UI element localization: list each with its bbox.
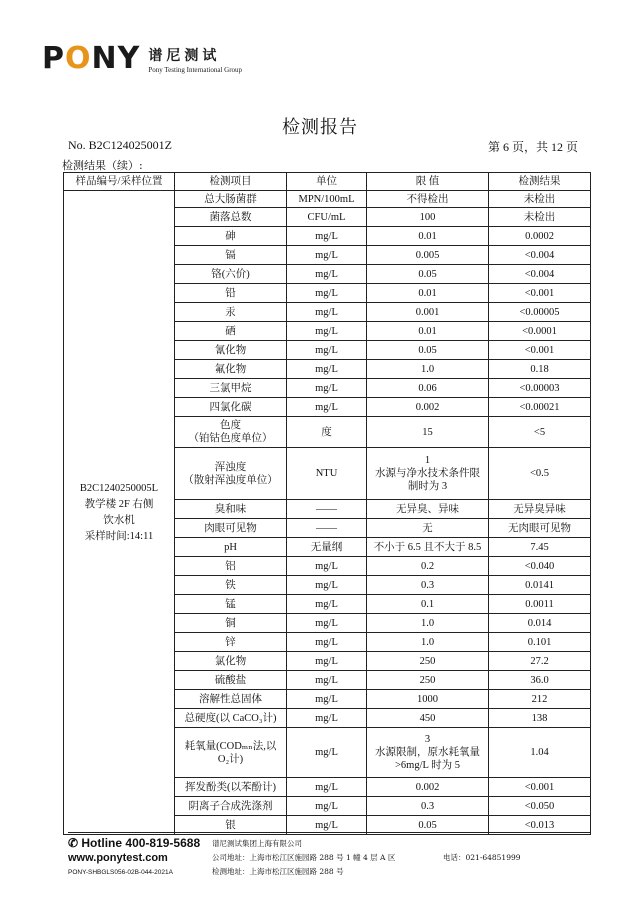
company-address: 公司地址：上海市松江区施园路 288 号 1 幢 4 层 A 区	[212, 853, 396, 862]
cell-result: 无肉眼可见物	[489, 519, 591, 538]
logo-letter-p: P	[42, 41, 65, 76]
logo-chinese-name: 谱尼测试	[148, 48, 221, 64]
cell-unit: mg/L	[287, 816, 367, 835]
cell-result: 0.0011	[489, 595, 591, 614]
results-table	[63, 172, 591, 835]
cell-result: 0.0141	[489, 576, 591, 595]
cell-result: <0.013	[489, 816, 591, 835]
cell-unit: mg/L	[287, 341, 367, 360]
cell-item: 阴离子合成洗涤剂	[175, 797, 287, 816]
cell-result: 未检出	[489, 191, 591, 208]
cell-limit: 15	[367, 417, 489, 448]
cell-item: 锰	[175, 595, 287, 614]
cell-result: <0.0001	[489, 322, 591, 341]
cell-result: <0.5	[489, 448, 591, 500]
cell-result: 138	[489, 709, 591, 728]
cell-limit: 0.05	[367, 265, 489, 284]
cell-limit: 不小于 6.5 且不大于 8.5	[367, 538, 489, 557]
cell-limit: 0.2	[367, 557, 489, 576]
table-row	[64, 191, 591, 208]
sample-line3: 饮水机	[103, 514, 135, 526]
header-item: 检测项目	[175, 173, 287, 191]
cell-item: 臭和味	[175, 500, 287, 519]
cell-item: 总硬度(以 CaCO₃计)	[175, 709, 287, 728]
cell-result: <0.00021	[489, 398, 591, 417]
cell-unit: mg/L	[287, 322, 367, 341]
sample-line2: 教学楼 2F 右侧	[84, 498, 154, 510]
cell-item: 铝	[175, 557, 287, 576]
cell-limit: 0.06	[367, 379, 489, 398]
document-code: PONY-SHBGLS056-02B-044-2021A	[68, 869, 173, 876]
footer-divider	[68, 832, 590, 833]
cell-unit: mg/L	[287, 246, 367, 265]
cell-item: 硫酸盐	[175, 671, 287, 690]
cell-limit: 0.01	[367, 227, 489, 246]
logo-wordmark	[42, 41, 141, 76]
cell-result: 27.2	[489, 652, 591, 671]
cell-result: <0.004	[489, 246, 591, 265]
cell-item: 铜	[175, 614, 287, 633]
cell-result: 0.0002	[489, 227, 591, 246]
cell-unit: mg/L	[287, 576, 367, 595]
cell-limit: 1.0	[367, 633, 489, 652]
cell-limit: 1000	[367, 690, 489, 709]
cell-unit: ——	[287, 500, 367, 519]
cell-unit: 无量纲	[287, 538, 367, 557]
cell-unit: mg/L	[287, 797, 367, 816]
cell-result: 未检出	[489, 208, 591, 227]
cell-item: 铬(六价)	[175, 265, 287, 284]
cell-result: <0.00003	[489, 379, 591, 398]
cell-item: 氯化物	[175, 652, 287, 671]
cell-limit: 1.0	[367, 360, 489, 379]
cell-limit: 0.05	[367, 816, 489, 835]
cell-item: 肉眼可见物	[175, 519, 287, 538]
cell-unit: mg/L	[287, 284, 367, 303]
report-number: No. B2C124025001Z	[68, 138, 173, 152]
cell-limit: 0.3	[367, 797, 489, 816]
page-title: 检测报告	[282, 117, 358, 138]
cell-unit: mg/L	[287, 728, 367, 778]
logo-letters-ny: NY	[91, 41, 141, 76]
cell-item: 氰化物	[175, 341, 287, 360]
cell-item: 氟化物	[175, 360, 287, 379]
header-sample: 样品编号/采样位置	[64, 173, 175, 191]
cell-result: 1.04	[489, 728, 591, 778]
cell-result: <0.00005	[489, 303, 591, 322]
cell-unit: mg/L	[287, 690, 367, 709]
page-number: 第 6 页，共 12 页	[487, 140, 578, 154]
cell-item: 浑浊度 （散射浑浊度单位）	[175, 448, 287, 500]
cell-unit: mg/L	[287, 778, 367, 797]
hotline: ✆ Hotline 400-819-5688	[68, 836, 201, 850]
cell-limit: 0.01	[367, 284, 489, 303]
cell-limit: 0.005	[367, 246, 489, 265]
cell-unit: mg/L	[287, 614, 367, 633]
cell-item: 挥发酚类(以苯酚计)	[175, 778, 287, 797]
header-result: 检测结果	[489, 173, 591, 191]
cell-result: 212	[489, 690, 591, 709]
cell-limit: 0.002	[367, 398, 489, 417]
company-name: 谱尼测试集团上海有限公司	[212, 839, 302, 848]
cell-limit: 250	[367, 652, 489, 671]
cell-unit: mg/L	[287, 595, 367, 614]
cell-item: 总大肠菌群	[175, 191, 287, 208]
cell-unit: mg/L	[287, 398, 367, 417]
cell-result: 0.18	[489, 360, 591, 379]
cell-result: 0.101	[489, 633, 591, 652]
cell-item: 铁	[175, 576, 287, 595]
cell-result: <0.040	[489, 557, 591, 576]
cell-unit: mg/L	[287, 557, 367, 576]
cell-unit: NTU	[287, 448, 367, 500]
phone-number: 电话：021-64851999	[443, 853, 521, 862]
cell-unit: mg/L	[287, 652, 367, 671]
cell-result: <0.050	[489, 797, 591, 816]
cell-result: 0.014	[489, 614, 591, 633]
cell-item: 耗氧量(CODₘₙ法,以 O₂计)	[175, 728, 287, 778]
cell-unit: mg/L	[287, 633, 367, 652]
cell-limit: 0.002	[367, 778, 489, 797]
cell-limit: 0.1	[367, 595, 489, 614]
cell-limit: 1.0	[367, 614, 489, 633]
logo-letter-o: O	[65, 41, 92, 76]
cell-item: 砷	[175, 227, 287, 246]
cell-item: 硒	[175, 322, 287, 341]
cell-unit: mg/L	[287, 379, 367, 398]
cell-item: pH	[175, 538, 287, 557]
cell-unit: mg/L	[287, 709, 367, 728]
cell-result: <0.004	[489, 265, 591, 284]
cell-result: <0.001	[489, 284, 591, 303]
cell-unit: mg/L	[287, 303, 367, 322]
cell-unit: MPN/100mL	[287, 191, 367, 208]
cell-item: 四氯化碳	[175, 398, 287, 417]
cell-item: 色度 （铂钴色度单位）	[175, 417, 287, 448]
cell-item: 菌落总数	[175, 208, 287, 227]
table-header-row	[64, 173, 591, 191]
cell-item: 锌	[175, 633, 287, 652]
cell-item: 三氯甲烷	[175, 379, 287, 398]
logo-english-name: Pony Testing International Group	[148, 66, 243, 74]
company-logo	[42, 41, 243, 76]
cell-limit: 不得检出	[367, 191, 489, 208]
cell-item: 镉	[175, 246, 287, 265]
sample-line1: B2C1240250005L	[79, 482, 159, 494]
section-label: 检测结果（续）:	[62, 159, 143, 172]
header-unit: 单位	[287, 173, 367, 191]
cell-limit: 450	[367, 709, 489, 728]
cell-item: 汞	[175, 303, 287, 322]
cell-item: 银	[175, 816, 287, 835]
cell-limit: 0.01	[367, 322, 489, 341]
cell-limit: 无异臭、异味	[367, 500, 489, 519]
cell-limit: 100	[367, 208, 489, 227]
cell-result: <0.001	[489, 341, 591, 360]
cell-limit: 250	[367, 671, 489, 690]
cell-unit: ——	[287, 519, 367, 538]
sample-line4: 采样时间:14:11	[84, 530, 154, 542]
cell-limit: 1 水源与净水技术条件限 制时为 3	[367, 448, 489, 500]
sample-cell	[64, 191, 175, 835]
header-limit: 限 值	[367, 173, 489, 191]
cell-limit: 0.05	[367, 341, 489, 360]
cell-unit: mg/L	[287, 360, 367, 379]
cell-unit: mg/L	[287, 265, 367, 284]
cell-limit: 0.001	[367, 303, 489, 322]
cell-item: 铅	[175, 284, 287, 303]
cell-result: 36.0	[489, 671, 591, 690]
cell-unit: 度	[287, 417, 367, 448]
cell-unit: mg/L	[287, 671, 367, 690]
cell-result: <5	[489, 417, 591, 448]
cell-unit: mg/L	[287, 227, 367, 246]
cell-unit: CFU/mL	[287, 208, 367, 227]
cell-item: 溶解性总固体	[175, 690, 287, 709]
cell-limit: 无	[367, 519, 489, 538]
cell-limit: 3 水源限制，原水耗氧量 >6mg/L 时为 5	[367, 728, 489, 778]
cell-result: 7.45	[489, 538, 591, 557]
website-link[interactable]: www.ponytest.com	[68, 852, 168, 864]
cell-result: <0.001	[489, 778, 591, 797]
test-address: 检测地址：上海市松江区施园路 288 号	[212, 867, 344, 876]
cell-result: 无异臭异味	[489, 500, 591, 519]
cell-limit: 0.3	[367, 576, 489, 595]
